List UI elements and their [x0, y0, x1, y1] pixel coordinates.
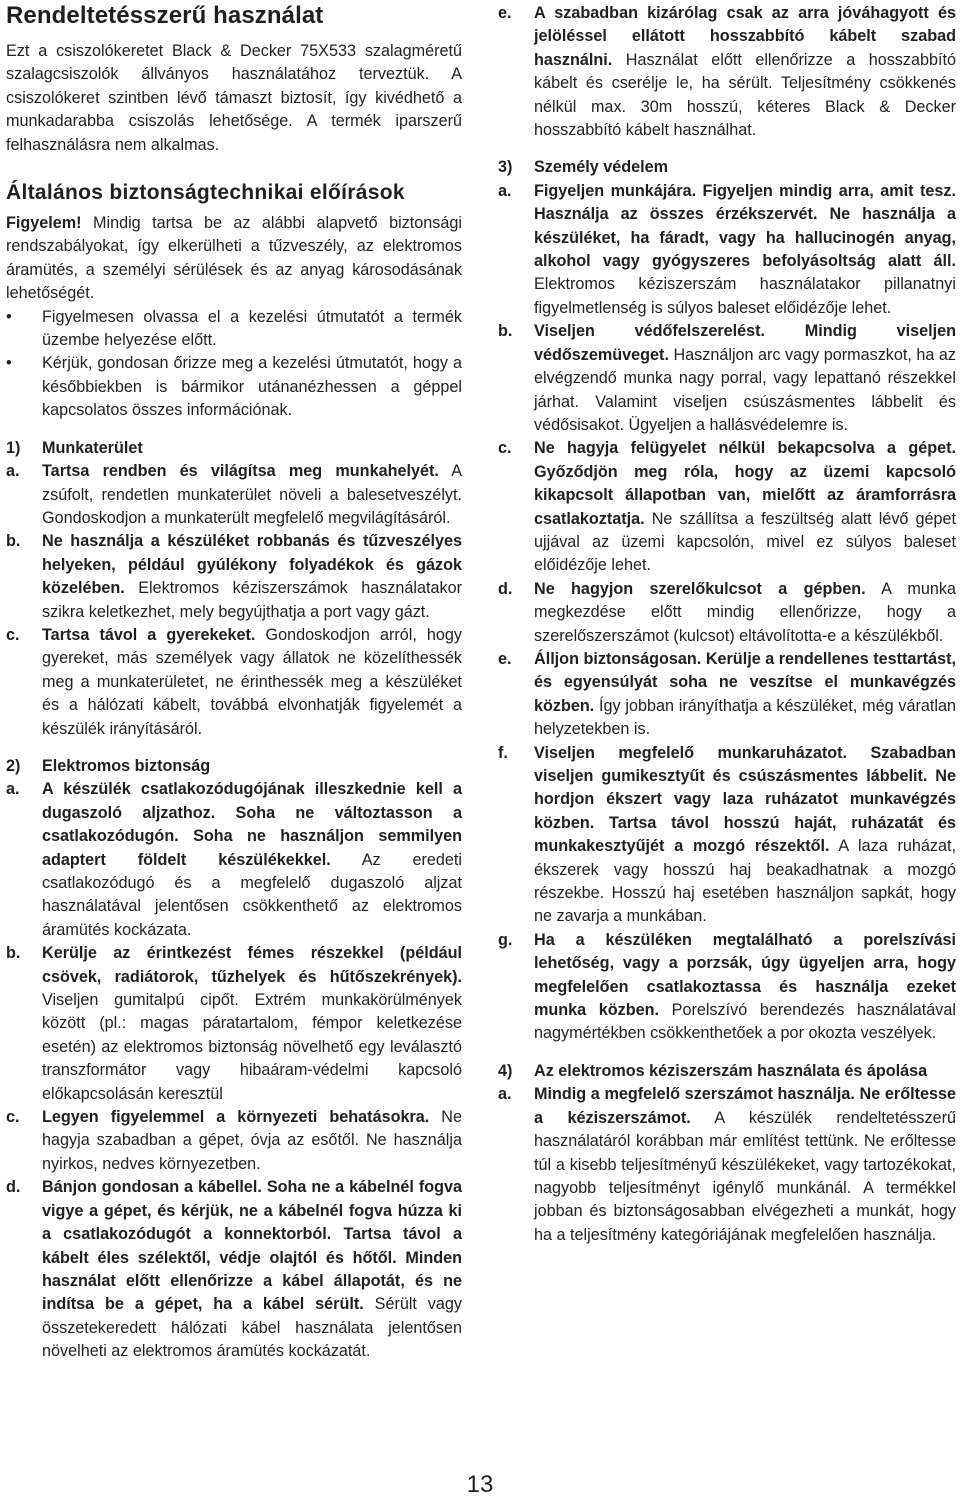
- bullet-text: Figyelmesen olvassa el a kezelési útmutatót a termék üzembe helyezése előtt.: [42, 307, 462, 350]
- list-item: a. A készülék csatlakozódugójának illeszkednie kell a dugaszoló aljzathoz. Soha ne változtasson a csatlakozódugón. Soha ne használjon semmilyen adaptert földelt készülékekkel. Az eredeti csatlakozódugó és a megfelelő dugaszoló aljzat használatával jelentősen csökkenthető az elektromos áramütés kockázata.: [6, 780, 462, 939]
- section-2-heading: 2) Elektromos biztonság: [6, 756, 211, 775]
- intended-use-heading: Rendeltetésszerű használat: [6, 2, 324, 29]
- list-item: e. A szabadban kizárólag csak az arra jóváhagyott és jelöléssel ellátott hosszabbító kábelt szabad használni. Használat előtt ellenőrizze a hosszabbító kábelt és cserélje le, ha sérült. Teljesítmény csökkenés nélkül max. 30m hosszú, kéteres Black & Decker hosszabbító kábelt használhat.: [498, 4, 956, 140]
- page-number: 13: [466, 1471, 494, 1498]
- section-3-heading: 3) Személy védelem: [498, 158, 669, 177]
- intended-use-text: Ezt a csiszolókeretet Black & Decker 75X533 szalagméretű szalagcsiszolók állványos használatához terveztük. A csiszolókeret szintben lévő támaszt biztosít, így kivédhető a munkadarabba csiszolás lehetősége. A termék iparszerű felhasználásra nem alkalmas.: [6, 42, 462, 154]
- list-item: e. Álljon biztonságosan. Kerülje a rendellenes testtartást, és egyensúlyát soha ne veszítse el munkavégzés közben. Így jobban irányíthatja a készüléket, még váratlan helyzetekben is.: [498, 649, 956, 739]
- list-item: c. Ne hagyja felügyelet nélkül bekapcsolva a gépet. Győződjön meg róla, hogy az üzemi kapcsoló kikapcsolt állapotban van, mielőtt az áramforrásra csatlakoztatja. Ne szállítsa a feszültség alatt lévő gépet ujjával az üzemi kapcsolón, mivel ez súlyos baleset előidézője lehet.: [498, 439, 956, 575]
- bullet-text: Kérjük, gondosan őrizze meg a kezelési útmutatót, hogy a későbbiekben is bármikor utánanézhessen a géppel kapcsolatos összes információnak.: [42, 354, 462, 420]
- warning-label: Figyelem!: [6, 214, 82, 233]
- list-item: a. Tartsa rendben és világítsa meg munkahelyét. A zsúfolt, rendetlen munkaterület növeli a balesetveszélyt. Gondoskodjon a munkaterült megfelelő megvilágításáról.: [6, 462, 462, 527]
- list-item: c. Legyen figyelemmel a környezeti behatásokra. Ne hagyja szabadban a gépet, óvja az esőtől. Ne használja nyirkos, nedves környezetben.: [6, 1108, 462, 1173]
- list-item: c. Tartsa távol a gyerekeket. Gondoskodjon arról, hogy gyereket, más személyek vagy állatok ne közelíthessék meg a munkaterületet, ne érinthessék meg a készüléket és a hálózati kábelt, továbbá elvonhatják figyelemét a készülék irányításáról.: [6, 625, 462, 738]
- list-item: g. Ha a készüléken megtalálható a porelszívási lehetőség, vagy a porzsák, úgy ügyeljen arra, hogy megfelelően csatlakoztassa és használja ezeket munka közben. Porelszívó berendezés használatával nagymértékben csökkenthetőek a por okozta veszélyek.: [498, 930, 957, 1043]
- list-item: f. Viseljen megfelelő munkaruházatot. Szabadban viseljen gumikesztyűt és csúszásmentes lábbelit. Ne hordjon ékszert vagy laza ruházatot munkavégzés közben. Tartsa távol hosszú haját, ruházatát és munkakesztyűjét a mozgó részektől. A laza ruházat, ékszerek vagy hosszú haj beakadhatnak a mozgó részekbe. Hosszú haj esetében használjon sapkát, hogy ne zavarja a munkában.: [498, 743, 956, 926]
- safety-heading: Általános biztonságtechnikai előírások: [6, 181, 405, 205]
- warning-paragraph: [6, 212, 462, 306]
- list-item: d. Bánjon gondosan a kábellel. Soha ne a kábelnél fogva vigye a gépet, és kérjük, ne a kábelnél fogva húzza ki a csatlakozódugót a konnektorból. Tartsa távol a kábelt éles szélektől, védje olajtól és hőtől. Minden használat előtt ellenőrizze a kábel állapotát, és ne indítsa be a gépet, ha a kábel sérült. Sérült vagy összetekeredett hálózati kábel használata jelentősen növelheti az elektromos áramütés kockázatát.: [6, 1178, 463, 1361]
- bullet-item: • Kérjük, gondosan őrizze meg a kezelési útmutatót, hogy a későbbiekben is bármikor utánanézhessen a géppel kapcsolatos összes információnak.: [6, 352, 462, 422]
- list-item: b. Kerülje az érintkezést fémes részekkel (például csövek, radiátorok, tűzhelyek és hűtőszekrények). Viseljen gumitalpú cipőt. Extrém munkakörülmények között (pl.: magas páratartalom, fémpor keletkezése esetén) az elektromos biztonság növelhető egy leválasztó transzformátor vagy hibaáram-védelmi kapcsoló előkapcsolásán keresztül: [6, 944, 462, 1103]
- left-column: [6, 0, 462, 1364]
- list-item: a. Mindig a megfelelő szerszámot használja. Ne erőltesse a kéziszerszámot. A készülék rendeltetésszerű használatáról korábban már említést tettünk. Ne erőltesse túl a kisebb teljesítményű készülékeket, vagy tartozékokat, nagyobb teljesítményt igénylő munkánál. A termékkel jobban és biztonságosabban elvégezheti a munkát, hogy ha a teljesítmény kategóriájának megfelelően használja.: [498, 1085, 957, 1244]
- warning-text: Mindig tartsa be az alábbi alapvető biztonsági rendszabályokat, így elkerülheti a tűzveszély, az elektromos áramütés, a személyi sérülések és az anyag károsodásának lehetőségét.: [6, 214, 462, 303]
- bullet-item: • Figyelmesen olvassa el a kezelési útmutatót a termék üzembe helyezése előtt.: [6, 306, 462, 353]
- section-1-heading: 1) Munkaterület: [6, 438, 143, 457]
- list-item: d. Ne hagyjon szerelőkulcsot a gépben. A munka megkezdése előtt mindig ellenőrizze, hogy a szerelőszerszámot (kulcsot) eltávolította-e a készülékből.: [498, 579, 956, 645]
- list-item: b. Viseljen védőfelszerelést. Mindig viseljen védőszemüveget. Használjon arc vagy pormaszkot, ha az elvégzendő munka nagy porral, vagy lepattanó részekkel járhat. Valamint viseljen csúszásmentes lábbelit és védősisakot. Ügyeljen a hallásvédelemre is.: [498, 322, 956, 434]
- list-item: a. Figyeljen munkájára. Figyeljen mindig arra, amit tesz. Használja az összes érzékszervét. Ne használja a készüléket, ha fáradt, vagy ha hallucinogén anyag, alkohol vagy gyógyszeres befolyásoltság alatt áll. Elektromos kéziszerszám használatakor pillanatnyi figyelmetlenség is súlyos baleset előidézője lehet.: [498, 181, 956, 317]
- section-4-heading: 4) Az elektromos kéziszerszám használata és ápolása: [498, 1061, 928, 1080]
- list-item: b. Ne használja a készüléket robbanás és tűzveszélyes helyeken, például gyúlékony folyadékok és gázok közelében. Elektromos kéziszerszámok használatakor szikra keletkezhet, mely begyújthatja a port vagy gázt.: [6, 532, 462, 621]
- right-column: [498, 0, 956, 1247]
